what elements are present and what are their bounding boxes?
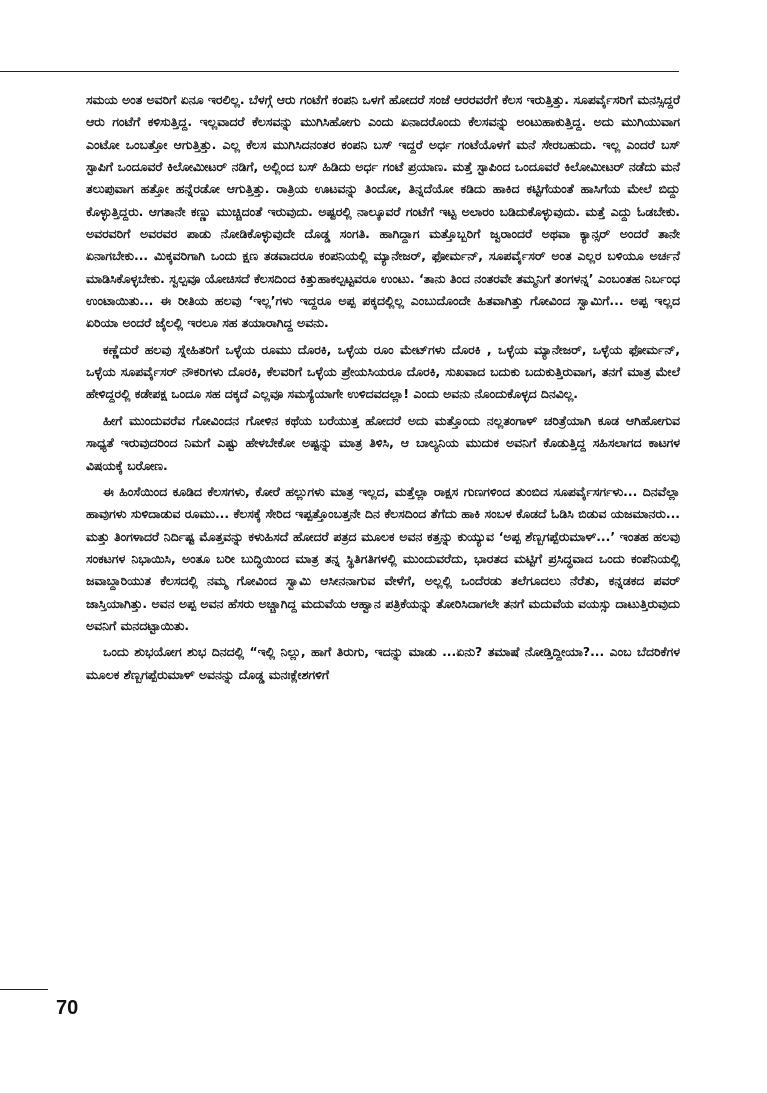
paragraph-5: ಒಂದು ಶುಭಯೋಗ ಶುಭ ದಿನದಲ್ಲಿ “ಇಲ್ಲಿ ನಿಲ್ಲು, ಹಾಗೆ ತಿರುಗು, ಇದನ್ನು ಮಾಡು ...ಏನು? ತಮಾಷೆ ನೋಡ್ತಿದ್ದೀಯಾ?... ಎಂಬ ಬೆದರಿಕೆಗಳ ಮೂಲಕ ಶೆಣ್ಬಗಪ್ಪೆರುಮಾಳ್ ಅವನನ್ನು ದೊಡ್ಡ ಮನಃಕ್ಲೇಶಗಳಿಗೆ [86, 644, 680, 682]
header-rule [0, 71, 679, 72]
body-text [86, 89, 680, 690]
paragraph-4: ಈ ಹಿಂಸೆಯಿಂದ ಕೂಡಿದ ಕೆಲಸಗಳು, ಕೋರೆ ಹಲ್ಲುಗಳು ಮಾತ್ರ ಇಲ್ಲದ, ಮತ್ತೆಲ್ಲಾ ರಾಕ್ಷಸ ಗುಣಗಳಿಂದ ತುಂಬಿದ ಸೂಪರ್ವೈಸರ್ಗಳು... ದಿನವೆಲ್ಲಾ ಹಾವುಗಳು ಸುಳಿದಾಡುವ ರೂಮು... ಕೆಲಸಕ್ಕೆ ಸೇರಿದ ಇಪ್ಪತ್ತೊಂಬತ್ತನೇ ದಿನ ಕೆಲಸದಿಂದ ತೆಗೆದು ಹಾಕಿ ಸಂಬಳ ಕೊಡದೆ ಓಡಿಸಿ ಬಿಡುವ ಯಜಮಾನರು... ಮತ್ತು ತಿಂಗಳಾದರೆ ನಿರ್ದಿಷ್ಟ ಮೊತ್ತವನ್ನು ಕಳುಹಿಸದೆ ಹೋದರೆ ಪತ್ರದ ಮೂಲಕ ಅವನ ಕತ್ತನ್ನು ಕುಯ್ಯುವ ‘ಅಪ್ಪ ಶೆಣ್ಬಗಪ್ಪೆರುಮಾಳ್...’ ಇಂತಹ ಹಲವು ಸಂಕಟಗಳ ನಿಭಾಯಿಸಿ, ಅಂತೂ ಬರೀ ಬುದ್ಧಿಯಿಂದ ಮಾತ್ರ ತನ್ನ ಸ್ಥಿತಿಗತಿಗಳಲ್ಲಿ ಮುಂದುವರೆದು, ಭಾರತದ ಮಟ್ಟಿಗೆ ಪ್ರಸಿದ್ಧವಾದ ಒಂದು ಕಂಪೆನಿಯಲ್ಲಿ ಜವಾಬ್ದಾರಿಯುತ ಕೆಲಸದಲ್ಲಿ ನಮ್ಮ ಗೋವಿಂದ ಸ್ವಾಮಿ ಆಸೀನನಾಗುವ ವೇಳೆಗೆ, ಅಲ್ಲಲ್ಲಿ ಒಂದೆರಡು ತಲೆಗೂದಲು ನೆರೆತು, ಕನ್ನಡಕದ ಪವರ್ ಜಾಸ್ತಿಯಾಗಿತ್ತು. ಅವನ ಅಪ್ಪ ಅವನ ಹೆಸರು ಅಚ್ಚಾಗಿದ್ದ ಮದುವೆಯ ಆಹ್ವಾನ ಪತ್ರಿಕೆಯನ್ನು ತೋರಿಸಿದಾಗಲೇ ತನಗೆ ಮದುವೆಯ ವಯಸ್ಸು ದಾಟುತ್ತಿರುವುದು ಅವನಿಗೆ ಮನದಟ್ಟಾಯಿತು. [86, 483, 680, 633]
footer-rule [0, 989, 48, 990]
paragraph-3: ಹೀಗೆ ಮುಂದುವರೆವ ಗೋವಿಂದನ ಗೋಳಿನ ಕಥೆಯ ಬರೆಯುತ್ತ ಹೋದರೆ ಅದು ಮತ್ತೊಂದು ನಲ್ಲತಂಗಾಳ್ ಚರಿತ್ರೆಯಾಗಿ ಕೂಡ ಆಗಿಹೋಗುವ ಸಾಧ್ಯತೆ ಇರುವುದರಿಂದ ನಿಮಗೆ ಎಷ್ಟು ಹೇಳಬೇಕೋ ಅಷ್ಟನ್ನು ಮಾತ್ರ ತಿಳಿಸಿ, ಆ ಬಾಲ್ಯನಿಯ ಮುದುಕ ಅವನಿಗೆ ಕೊಡುತ್ತಿದ್ದ ಸಹಿಸಲಾಗದ ಕಾಟಗಳ ವಿಷಯಕ್ಕೆ ಬರೋಣ. [86, 412, 680, 473]
page-number: 70 [56, 997, 79, 1019]
paragraph-2: ಕಣ್ಣೆದುರೆ ಹಲವು ಸ್ನೇಹಿತರಿಗೆ ಒಳ್ಳೆಯ ರೂಮು ದೊರಕಿ, ಒಳ್ಳೆಯ ರೂಂ ಮೇಟ್‌ಗಳು ದೊರಕಿ , ಒಳ್ಳೆಯ ಮ್ಯಾನೇಜರ್, ಒಳ್ಳೆಯ ಫೋರ್ಮನ್, ಒಳ್ಳೆಯ ಸೂಪರ್ವೈಸರ್ ನೌಕರಿಗಳು ದೊರಕಿ, ಕೆಲವರಿಗೆ ಒಳ್ಳೆಯ ಪ್ರೇಯಸಿಯರೂ ದೊರಕಿ, ಸುಖವಾದ ಬದುಕು ಬದುಕುತ್ತಿರುವಾಗ, ತನಗೆ ಮಾತ್ರ ಮೇಲೆ ಹೇಳಿದ್ದರಲ್ಲಿ ಕಡೇಪಕ್ಷ ಒಂದೂ ಸಹ ದಕ್ಕದೆ ಎಲ್ಲವೂ ಸಮಸ್ಯೆಯಾಗೇ ಉಳಿದವದಲ್ಲಾ! ಎಂದು ಅವನು ನೊಂದುಕೊಳ್ಳದ ದಿನವಿಲ್ಲ. [86, 341, 680, 402]
paragraph-1: ಸಮಯ ಅಂತ ಅವರಿಗೆ ಏನೂ ಇರಲಿಲ್ಲ. ಬೆಳಗ್ಗೆ ಆರು ಗಂಟೆಗೆ ಕಂಪನಿ ಒಳಗೆ ಹೋದರೆ ಸಂಜೆ ಆರರವರೆಗೆ ಕೆಲಸ ಇರುತ್ತಿತ್ತು. ಸೂಪರ್ವೈಸರಿಗೆ ಮನಸ್ಸಿದ್ದರೆ ಆರು ಗಂಟೆಗೆ ಕಳಿಸುತ್ತಿದ್ದ. ಇಲ್ಲವಾದರೆ ಕೆಲಸವನ್ನು ಮುಗಿಸಿಹೋಗು ಎಂದು ಏನಾದರೊಂದು ಕೆಲಸವನ್ನು ಅಂಟುಹಾಕುತ್ತಿದ್ದ. ಅದು ಮುಗಿಯುವಾಗ ಎಂಟೋ ಒಂಬತ್ತೋ ಆಗುತ್ತಿತ್ತು. ಎಲ್ಲ ಕೆಲಸ ಮುಗಿಸಿದನಂತರ ಕಂಪನಿ ಬಸ್ ಇದ್ದರೆ ಅರ್ಧ ಗಂಟೆಯೊಳಗೆ ಮನೆ ಸೇರಬಹುದು. ಇಲ್ಲ ಎಂದರೆ ಬಸ್ ಸ್ಟಾಪಿಗೆ ಒಂದೂವರೆ ಕಿಲೋಮೀಟರ್ ನಡಿಗೆ, ಅಲ್ಲಿಂದ ಬಸ್ ಹಿಡಿದು ಅರ್ಧ ಗಂಟೆ ಪ್ರಯಾಣ. ಮತ್ತೆ ಸ್ಟಾಪಿಂದ ಒಂದೂವರೆ ಕಿಲೋಮೀಟರ್ ನಡೆದು ಮನೆ ತಲುಪುವಾಗ ಹತ್ತೋ ಹನ್ನೆರಡೋ ಆಗುತ್ತಿತ್ತು. ರಾತ್ರಿಯ ಊಟವನ್ನು ತಿಂದೋ, ತಿನ್ನದೆಯೋ ಕಡಿದು ಹಾಕಿದ ಕಟ್ಟಿಗೆಯಂತೆ ಹಾಸಿಗೆಯ ಮೇಲೆ ಬಿದ್ದು ಕೊಳ್ಳುತ್ತಿದ್ದರು. ಆಗತಾನೇ ಕಣ್ಣು ಮುಚ್ಚಿದಂತೆ ಇರುವುದು. ಅಷ್ಟರಲ್ಲಿ ನಾಲ್ಕೂವರೆ ಗಂಟೆಗೆ ಇಟ್ಟ ಅಲಾರಂ ಬಡಿದುಕೊಳ್ಳುವುದು. ಮತ್ತೆ ಎದ್ದು ಓಡಬೇಕು. ಅವರವರಿಗೆ ಅವರವರ ಪಾಡು ನೋಡಿಕೊಳ್ಳುವುದೇ ದೊಡ್ಡ ಸಂಗತಿ. ಹಾಗಿದ್ದಾಗ ಮತ್ತೊಬ್ಬರಿಗೆ ಜ್ವರಾಂದರೆ ಅಥವಾ ಕ್ಯಾನ್ಸರ್ ಅಂದರೆ ತಾನೇ ಏನಾಗಬೇಕು... ಮಿಕ್ಕವರಿಗಾಗಿ ಒಂದು ಕ್ಷಣ ತಡವಾದರೂ ಕಂಪನಿಯಲ್ಲಿ ಮ್ಯಾನೇಜರ್, ಫೋರ್ಮನ್, ಸೂಪರ್ವೈಸರ್ ಅಂತ ಎಲ್ಲರ ಬಳಿಯೂ ಅರ್ಚನೆ ಮಾಡಿಸಿಕೊಳ್ಳಬೇಕು. ಸ್ವಲ್ಪವೂ ಯೋಚಿಸದೆ ಕೆಲಸದಿಂದ ಕಿತ್ತುಹಾಕಲ್ಪಟ್ಟವರೂ ಉಂಟು. ‘ತಾನು ತಿಂದ ನಂತರವೇ ತಮ್ಮನಿಗೆ ತಂಗಳನ್ನ’ ಎಂಬಂತಹ ನಿರ್ಬಂಧ ಉಂಟಾಯಿತು... ಈ ರೀತಿಯ ಹಲವು ‘ಇಲ್ಲ’ಗಳು ಇದ್ದರೂ ಅಪ್ಪ ಪಕ್ಕದಲ್ಲಿಲ್ಲ ಎಂಬುದೊಂದೇ ಹಿತವಾಗಿತ್ತು ಗೋವಿಂದ ಸ್ವಾಮಿಗೆ... ಅಪ್ಪ ಇಲ್ಲದ ಏರಿಯಾ ಅಂದರೆ ಜೈಲಲ್ಲಿ ಇರಲೂ ಸಹ ತಯಾರಾಗಿದ್ದ ಅವನು. [86, 92, 680, 331]
